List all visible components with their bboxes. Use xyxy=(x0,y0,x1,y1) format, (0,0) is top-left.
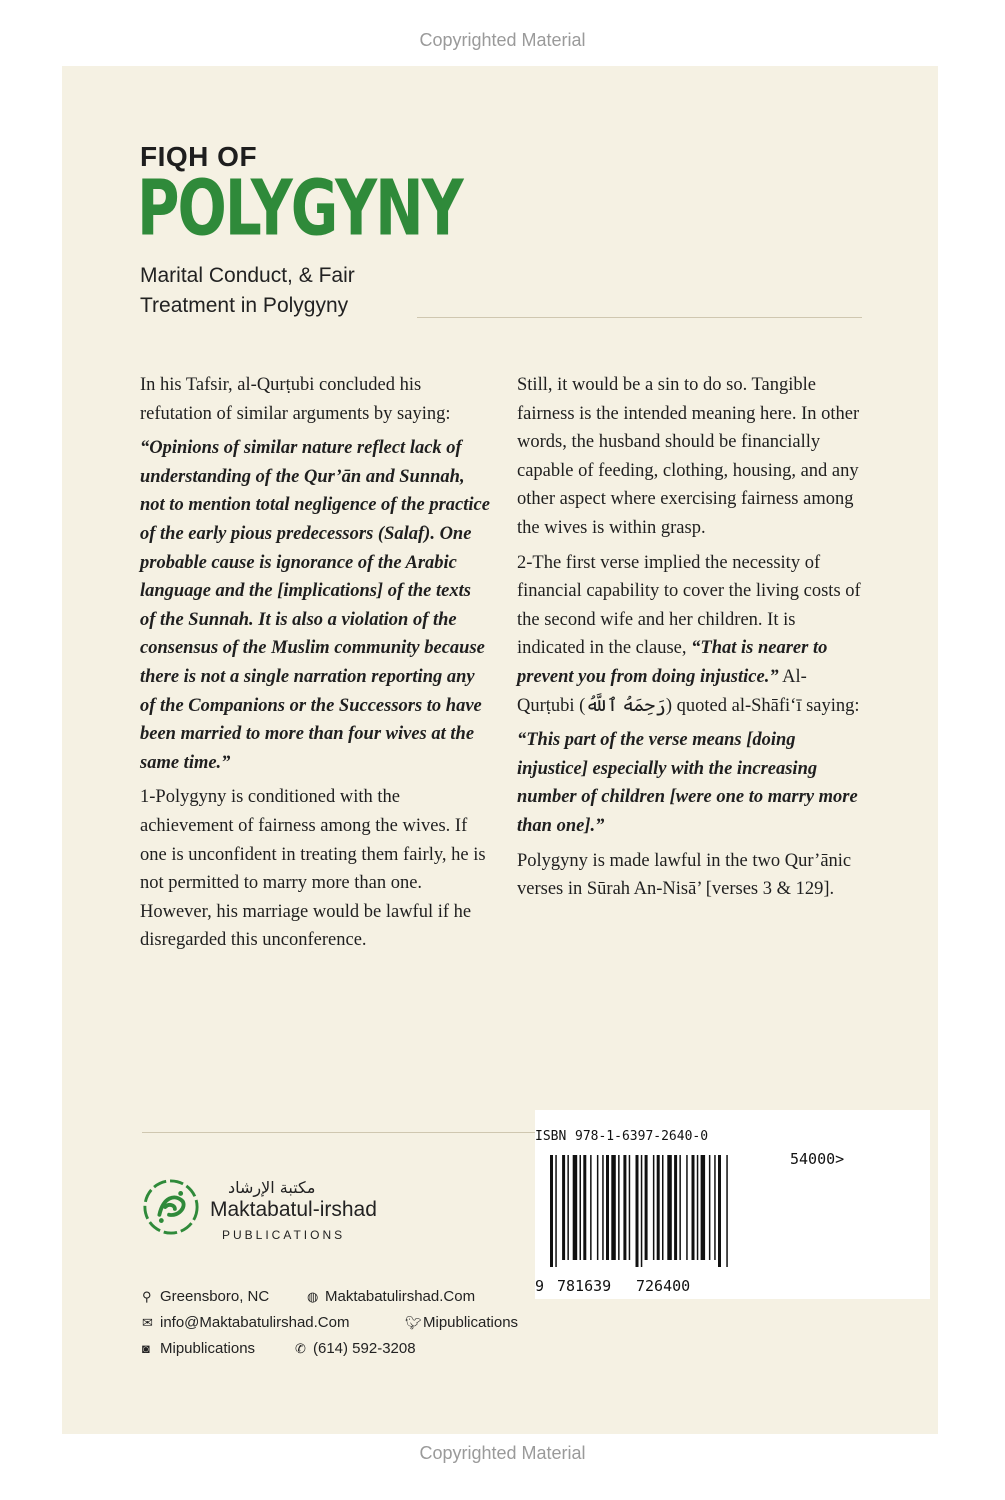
header-divider xyxy=(417,317,862,318)
barcode-bar xyxy=(726,1155,728,1267)
contact-text: (614) 592-3208 xyxy=(313,1340,416,1357)
barcode-bar xyxy=(718,1155,721,1267)
location-pin-icon: ⚲ xyxy=(142,1289,152,1304)
barcode-bar xyxy=(667,1155,672,1260)
barcode-bar xyxy=(701,1155,706,1260)
contact-text: Greensboro, NC xyxy=(160,1288,270,1305)
contact-text[interactable]: info@Maktabatulirshad.Com xyxy=(160,1314,350,1331)
barcode-bar xyxy=(623,1155,626,1260)
barcode-bar xyxy=(692,1155,695,1260)
contact-instagram xyxy=(142,1340,255,1357)
barcode-bar xyxy=(583,1155,586,1260)
barcode-bar xyxy=(611,1155,616,1260)
email-icon: ✉ xyxy=(142,1315,153,1330)
barcode-bar xyxy=(709,1155,711,1260)
book-title: POLYGYNY xyxy=(137,163,462,254)
paragraph xyxy=(517,549,867,721)
barcode-bar xyxy=(597,1155,599,1260)
paragraph: Polygyny is made lawful in the two Qur’ānic verses in Sūrah An-Nisā’ [verses 3 & 129]. xyxy=(517,850,852,900)
contact-location xyxy=(142,1288,269,1305)
globe-icon: ◍ xyxy=(307,1289,319,1304)
contact-email xyxy=(142,1314,349,1331)
paragraph: Still, it would be a sin to do so. Tangible fairness is the intended meaning here. In other words, the husband should be financially capable of feeding, clothing, housing, and any other aspect where exercising fairness among the wives is within grasp. xyxy=(517,375,860,538)
contact-text: Mipublications xyxy=(423,1314,519,1331)
text-run: Al- Qurṭubi (رَحِمَهُ ٱللَّهُ) quoted al-Shāfi‘ī saying: xyxy=(517,666,860,716)
isbn-label: ISBN xyxy=(535,1129,567,1144)
watermark-top: Copyrighted Material xyxy=(419,30,586,50)
barcode-bar xyxy=(679,1155,681,1260)
barcode-bar xyxy=(618,1155,620,1260)
barcode-bar xyxy=(641,1155,643,1267)
calligraphy-logo-icon xyxy=(142,1178,200,1236)
publisher-name-arabic: مكتبة الإرشاد xyxy=(228,1178,316,1197)
barcode-bar xyxy=(567,1155,569,1260)
barcode-bar xyxy=(657,1155,660,1260)
body-column-left xyxy=(140,371,490,961)
title-prefix: FIQH OF xyxy=(140,141,258,172)
barcode-bar xyxy=(674,1155,677,1260)
inline-quotation: “That is nearer to prevent you from doing injustice.” xyxy=(517,638,828,687)
watermark-bottom: Copyrighted Material xyxy=(419,1443,586,1463)
book-subtitle xyxy=(140,261,355,321)
barcode-bar xyxy=(714,1155,716,1260)
subtitle-line-1: Marital Conduct, & Fair xyxy=(140,264,355,287)
ean-right-group: 726400 xyxy=(636,1277,691,1295)
text-run: 2-The first verse implied the necessity of financial capability to cover the living costs of the second wife and her children. It is indicated in the clause, xyxy=(517,552,861,659)
twitter-icon: 🐦︎ xyxy=(405,1315,422,1330)
barcode-bar xyxy=(629,1155,631,1260)
barcode-bar xyxy=(602,1155,604,1260)
barcode-bar xyxy=(550,1155,553,1267)
isbn-number: 978-1-6397-2640-0 xyxy=(575,1129,709,1144)
barcode-panel xyxy=(535,1110,930,1299)
barcode-bar xyxy=(645,1155,648,1260)
publisher-tagline: PUBLICATIONS xyxy=(222,1228,346,1242)
barcode-bar xyxy=(590,1155,592,1260)
barcode-bar xyxy=(606,1155,609,1260)
barcode-bar xyxy=(686,1155,688,1260)
barcode-bar xyxy=(662,1155,664,1260)
contact-twitter xyxy=(405,1314,518,1331)
ean-first-digit: 9 xyxy=(535,1277,545,1295)
barcode-bar xyxy=(562,1155,565,1260)
subtitle-line-2: Treatment in Polygyny xyxy=(140,294,349,317)
barcode-bar xyxy=(636,1155,639,1267)
contact-phone xyxy=(295,1340,416,1357)
contact-text[interactable]: Maktabatulirshad.Com xyxy=(325,1288,476,1305)
price-code: 54000> xyxy=(790,1150,845,1168)
phone-icon: ✆ xyxy=(295,1341,306,1356)
quotation: “Opinions of similar nature reflect lack of understanding of the Qur’ān and Sunnah, not to mention total negligence of the practice of the early pious predecessors (Salaf). One probable cause is ignorance of the Arabic language and the [implications] of the texts of the Sunnah. It is also a violation of the consensus of the Muslim community because there is not a single narration reporting any of the Companions or the Successors to have been married to more than four wives at the same time.” xyxy=(140,438,490,773)
paragraph: 1-Polygyny is conditioned with the achievement of fairness among the wives. If one is unconfident in treating them fairly, he is not permitted to marry more than one. However, his marriage would be lawful if he disregarded this unconference. xyxy=(140,787,486,951)
quotation: “This part of the verse means [doing injustice] especially with the increasing number of children [were one to marry more than one].” xyxy=(517,730,858,836)
barcode-icon xyxy=(550,1155,775,1270)
ean-left-group: 781639 xyxy=(557,1277,612,1295)
publisher-name: Maktabatul-irshad xyxy=(210,1198,377,1221)
barcode-bar xyxy=(580,1155,582,1260)
barcode-bar xyxy=(555,1155,557,1267)
body-column-right xyxy=(517,371,867,910)
contact-text: Mipublications xyxy=(160,1340,256,1357)
contact-website xyxy=(307,1288,475,1305)
instagram-icon: ◙ xyxy=(142,1341,150,1356)
barcode-bar xyxy=(573,1155,578,1260)
paragraph: In his Tafsir, al-Qurṭubi concluded his refutation of similar arguments by saying: xyxy=(140,375,451,424)
barcode-bar xyxy=(653,1155,655,1260)
barcode-bar xyxy=(697,1155,699,1260)
